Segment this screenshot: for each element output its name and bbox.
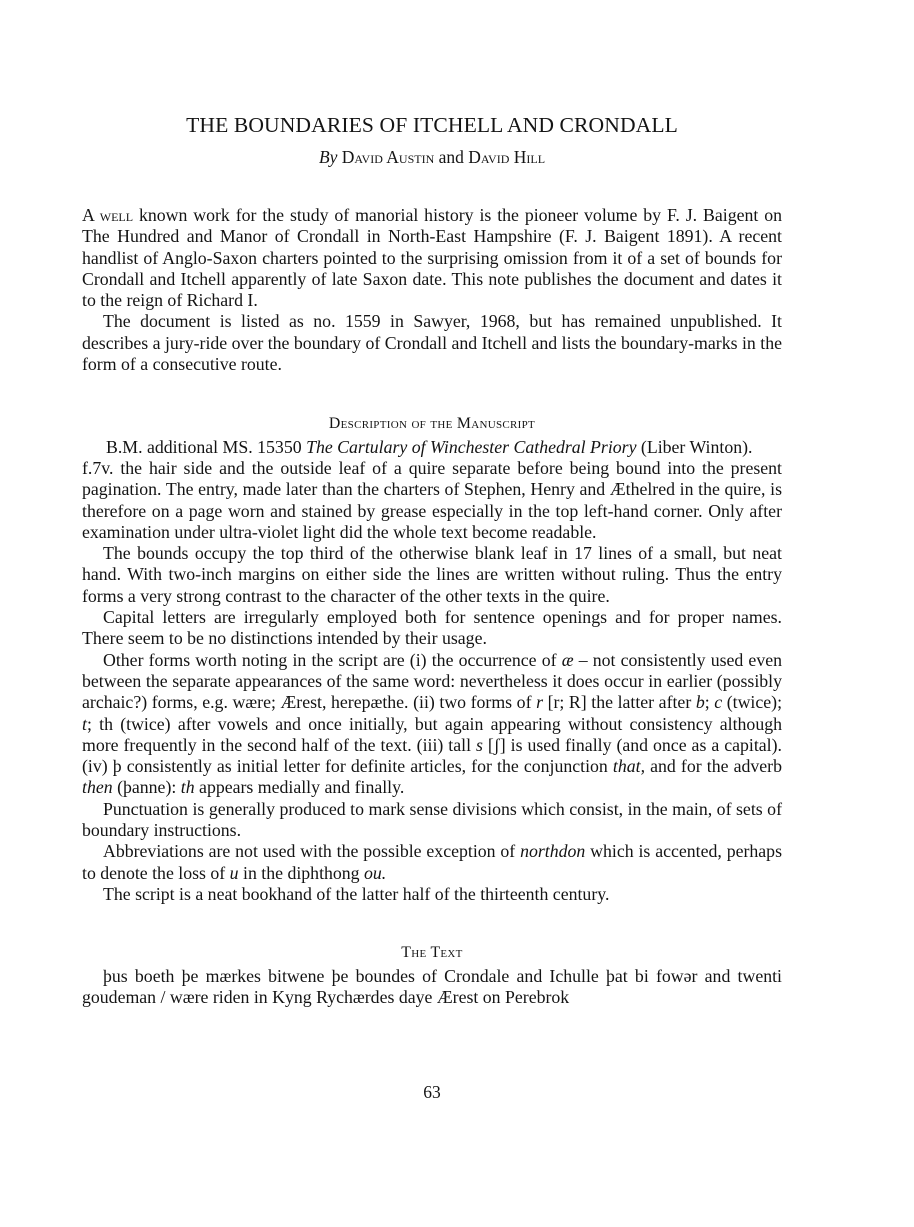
abbrev-text-3: in the diphthong [238, 862, 365, 883]
intro-paragraph-2: The document is listed as no. 1559 in Sawyer, 1968, but has remained unpublished. It describes a jury-ride over the boundary of Crondall and Itchell and lists the boundary-marks in the form of a consecutive route. [82, 311, 782, 375]
forms-text-6: ; th (twice) after vowels and once initially, but again appearing without consistency although more frequently in the second half of the text. (iii) tall [82, 713, 782, 755]
ms-suffix: (Liber Winton). [636, 436, 753, 457]
ms-prefix: B.M. additional MS. 15350 [106, 436, 307, 457]
forms-then: then [82, 777, 113, 798]
byline-and: and [438, 147, 464, 167]
forms-r: r [536, 692, 543, 713]
byline [82, 146, 782, 168]
section-heading-description: Description of the Manuscript [328, 415, 536, 433]
forms-text-1: Other forms worth noting in the script are (i) the occurrence of [103, 649, 562, 670]
forms-text-3: [r; R] the latter after [543, 692, 696, 713]
forms-paragraph [82, 650, 782, 799]
forms-text-4: ; [704, 692, 715, 713]
folio-paragraph: f.7v. the hair side and the outside leaf of a quire separate before being bound into the present pagination. The entry, made later than the charters of Stephen, Henry and Æthelred in the quire, is therefore on a page worn and stained by grease especially in the top left-hand corner. Only after examination under ultra-violet light did the whole text become readable. [82, 457, 782, 542]
ms-title: The Cartulary of Winchester Cathedral Priory [306, 436, 637, 457]
forms-that: that, [612, 756, 646, 777]
author-austin: David Austin [341, 147, 435, 167]
intro-paragraph-1 [82, 205, 782, 311]
abbrev-northdon: northdon [520, 841, 586, 862]
forms-c: c [714, 692, 723, 713]
abbrev-u: u [229, 862, 239, 883]
article-title: THE BOUNDARIES OF ITCHELL AND CRONDALL [186, 113, 678, 137]
punctuation-paragraph: Punctuation is generally produced to mark sense divisions which consist, in the main, of sets of boundary instructions. [82, 798, 782, 841]
forms-s: s [475, 734, 483, 755]
forms-text-8: and for the adverb [645, 756, 782, 777]
capitals-paragraph: Capital letters are irregularly employed both for sentence openings and for proper names. There seem to be no distinctions intended by their usage. [82, 607, 782, 649]
section-heading-text: The Text [401, 944, 463, 962]
forms-ae: æ [561, 649, 574, 670]
abbrev-text-1: Abbreviations are not used with the possible exception of [103, 841, 521, 862]
abbrev-ou: ou. [364, 862, 387, 883]
page [82, 112, 783, 1102]
forms-text-2: – not consistently used even between the separate appearances of the same word: nevertheless it does occur in earlier (possibly archaic?) forms, e.g. wære; Ærest, herepæthe. (ii) two forms of [82, 649, 782, 713]
forms-text-7: [ʃ] is used finally (and once as a capital). (iv) þ consistently as initial letter for definite articles, for the conjunction [82, 734, 782, 777]
forms-text-9: (þanne): [112, 777, 181, 798]
abbreviations-paragraph [82, 841, 782, 884]
forms-t: t [82, 713, 87, 734]
abbrev-text-2: which is accented, perhaps to denote the loss of [82, 841, 782, 883]
page-number: 63 [423, 1082, 441, 1102]
forms-b: b [695, 692, 705, 713]
forms-text-10: appears medially and finally. [194, 777, 405, 798]
intro-p1-text: known work for the study of manorial history is the pioneer volume by F. J. Baigent on The Hundred and Manor of Crondall in North-East Hampshire (F. J. Baigent 1891). A recent handlist of Anglo-Saxon charters pointed to the surprising omission from it of a set of bounds for Crondall and Itchell apparently of late Saxon date. This note publishes the document and dates it to the reign of Richard I. [82, 205, 782, 311]
script-paragraph: The script is a neat bookhand of the latter half of the thirteenth century. [103, 883, 610, 904]
forms-text-5: (twice); [722, 692, 783, 713]
bounds-paragraph: The bounds occupy the top third of the otherwise blank leaf in 17 lines of a small, but neat hand. With two-inch margins on either side the lines are written without ruling. Thus the entry forms a very strong contrast to the character of the other texts in the quire. [82, 543, 782, 606]
byline-prefix: By [318, 147, 338, 167]
intro-lead: A well [82, 205, 134, 225]
author-hill: David Hill [468, 147, 546, 167]
forms-th: th [180, 777, 195, 798]
text-paragraph: þus boeth þe mærkes bitwene þe boundes of Crondale and Ichulle þat bi fowər and twenti goudeman / wære riden in Kyng Rychærdes daye Ærest on Perebrok [82, 965, 782, 1007]
manuscript-reference [106, 437, 782, 458]
